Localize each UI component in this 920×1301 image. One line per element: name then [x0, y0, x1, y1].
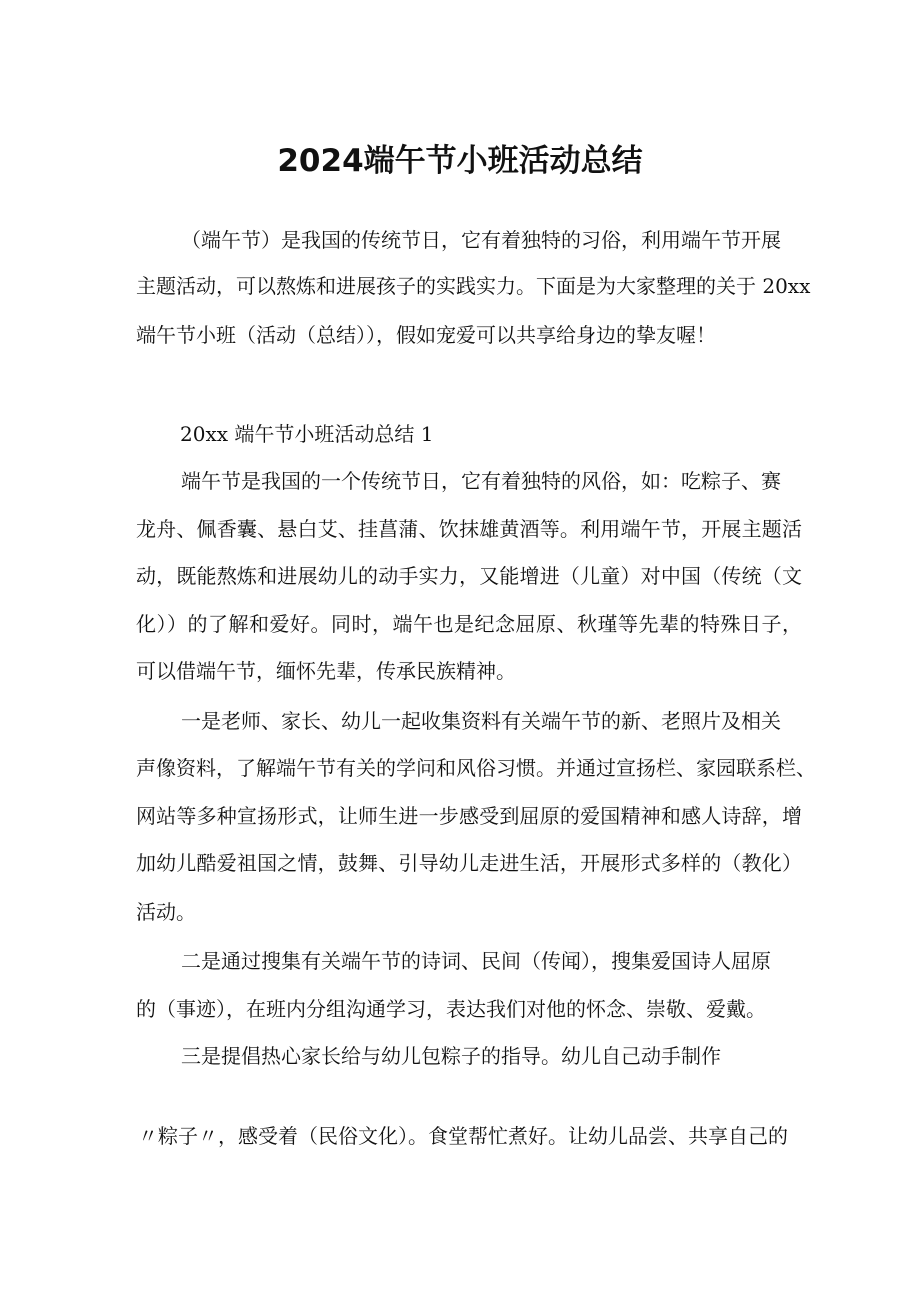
para2-line-1: 一是老师、家长、幼儿一起收集资料有关端午节的新、老照片及相关: [181, 709, 781, 733]
para4-line-2: 〃粽子〃，感受着（民俗文化）。食堂帮忙煮好。让幼儿品尝、共享自己的: [138, 1124, 788, 1148]
intro-line-3: 端午节小班（活动（总结）），假如宠爱可以共享给身边的挚友喔！: [136, 323, 716, 347]
para2-line-5: 活动。: [136, 900, 196, 924]
para1-line-1: 端午节是我国的一个传统节日，它有着独特的风俗，如：吃粽子、赛: [181, 469, 781, 493]
para2-line-3: 网站等多种宣扬形式，让师生进一步感受到屈原的爱国精神和感人诗辞，增: [136, 804, 802, 828]
para1-line-3: 动，既能熬炼和进展幼儿的动手实力，又能增进（儿童）对中国（传统（文: [136, 564, 802, 588]
intro-line-1: （端午节）是我国的传统节日，它有着独特的习俗，利用端午节开展: [181, 228, 781, 252]
para1-line-4: 化））的了解和爱好。同时，端午也是纪念屈原、秋瑾等先辈的特殊日子，: [136, 612, 802, 636]
document-title: 2024端午节小班活动总结: [277, 143, 643, 179]
para2-line-2: 声像资料，了解端午节有关的学问和风俗习惯。并通过宣扬栏、家园联系栏、: [136, 756, 816, 780]
para3-line-2: 的（事迹），在班内分组沟通学习，表达我们对他的怀念、崇敬、爱戴。: [136, 997, 766, 1021]
para3-line-1: 二是通过搜集有关端午节的诗词、民间（传闻），搜集爱国诗人屈原: [181, 949, 771, 973]
section-heading: 20xx 端午节小班活动总结 1: [180, 422, 434, 446]
para1-line-2: 龙舟、佩香囊、悬白艾、挂菖蒲、饮抹雄黄酒等。利用端午节，开展主题活: [136, 517, 802, 541]
para1-line-5: 可以借端午节，缅怀先辈，传承民族精神。: [136, 659, 516, 683]
intro-line-2: 主题活动，可以熬炼和进展孩子的实践实力。下面是为大家整理的关于 20xx: [136, 274, 811, 298]
para2-line-4: 加幼儿酷爱祖国之情，鼓舞、引导幼儿走进生活，开展形式多样的（教化）: [136, 851, 802, 875]
para4-line-1: 三是提倡热心家长给与幼儿包粽子的指导。幼儿自己动手制作: [181, 1044, 721, 1068]
